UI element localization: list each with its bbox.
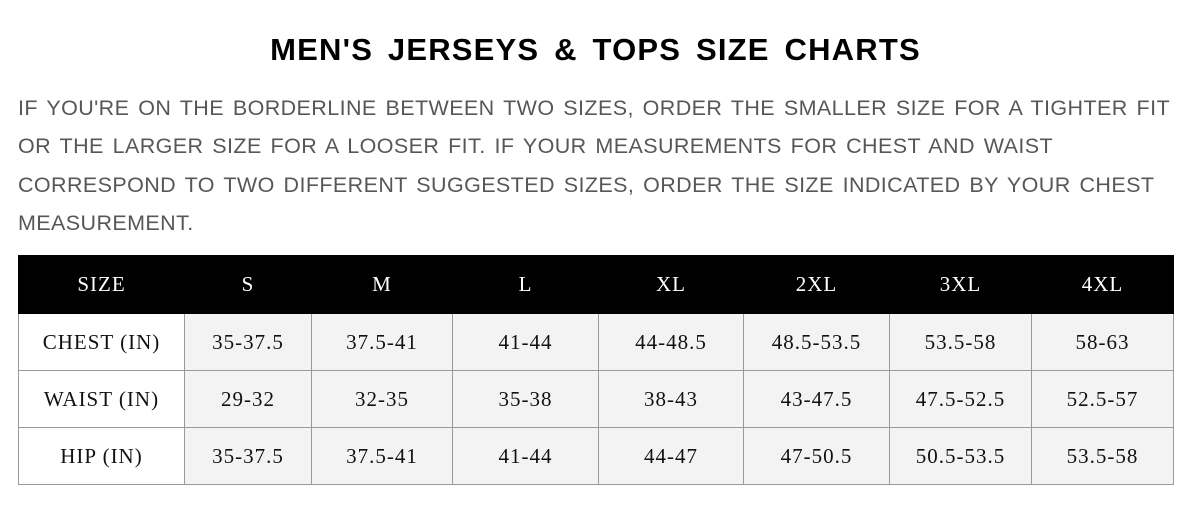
table-row: [19, 371, 1174, 428]
cell-waist-2xl: 43-47.5: [744, 371, 890, 428]
cell-chest-s: 35-37.5: [185, 314, 312, 371]
cell-chest-l: 41-44: [453, 314, 599, 371]
cell-hip-m: 37.5-41: [312, 428, 453, 485]
cell-waist-m: 32-35: [312, 371, 453, 428]
column-header-2xl: 2XL: [744, 256, 890, 314]
intro-paragraph: IF YOU'RE ON THE BORDERLINE BETWEEN TWO SIZES, ORDER THE SMALLER SIZE FOR A TIGHTER FIT OR THE LARGER SIZE FOR A LOOSER FIT. IF YOUR MEASUREMENTS FOR CHEST AND WAIST CORRESPOND TO TWO DIFFERENT SUGGESTED SIZES, ORDER THE SIZE INDICATED BY YOUR CHEST MEASUREMENT.: [18, 96, 1170, 235]
column-header-size: SIZE: [19, 256, 185, 314]
column-header-s: S: [185, 256, 312, 314]
size-chart-table: [18, 255, 1174, 485]
row-label-chest: CHEST (IN): [19, 314, 185, 371]
cell-chest-4xl: 58-63: [1032, 314, 1174, 371]
page-title: MEN'S JERSEYS & TOPS SIZE CHARTS: [270, 32, 921, 67]
cell-hip-xl: 44-47: [599, 428, 744, 485]
row-label-hip: HIP (IN): [19, 428, 185, 485]
size-chart-table-wrap: [18, 255, 1173, 485]
cell-waist-l: 35-38: [453, 371, 599, 428]
cell-hip-4xl: 53.5-58: [1032, 428, 1174, 485]
cell-chest-2xl: 48.5-53.5: [744, 314, 890, 371]
cell-waist-3xl: 47.5-52.5: [890, 371, 1032, 428]
cell-hip-s: 35-37.5: [185, 428, 312, 485]
column-header-xl: XL: [599, 256, 744, 314]
cell-chest-3xl: 53.5-58: [890, 314, 1032, 371]
row-label-waist: WAIST (IN): [19, 371, 185, 428]
column-header-3xl: 3XL: [890, 256, 1032, 314]
cell-waist-s: 29-32: [185, 371, 312, 428]
table-row: [19, 314, 1174, 371]
cell-chest-xl: 44-48.5: [599, 314, 744, 371]
table-header-row: [19, 256, 1174, 314]
table-row: [19, 428, 1174, 485]
cell-hip-l: 41-44: [453, 428, 599, 485]
column-header-l: L: [453, 256, 599, 314]
cell-chest-m: 37.5-41: [312, 314, 453, 371]
cell-waist-4xl: 52.5-57: [1032, 371, 1174, 428]
column-header-4xl: 4XL: [1032, 256, 1174, 314]
cell-waist-xl: 38-43: [599, 371, 744, 428]
cell-hip-3xl: 50.5-53.5: [890, 428, 1032, 485]
column-header-m: M: [312, 256, 453, 314]
cell-hip-2xl: 47-50.5: [744, 428, 890, 485]
